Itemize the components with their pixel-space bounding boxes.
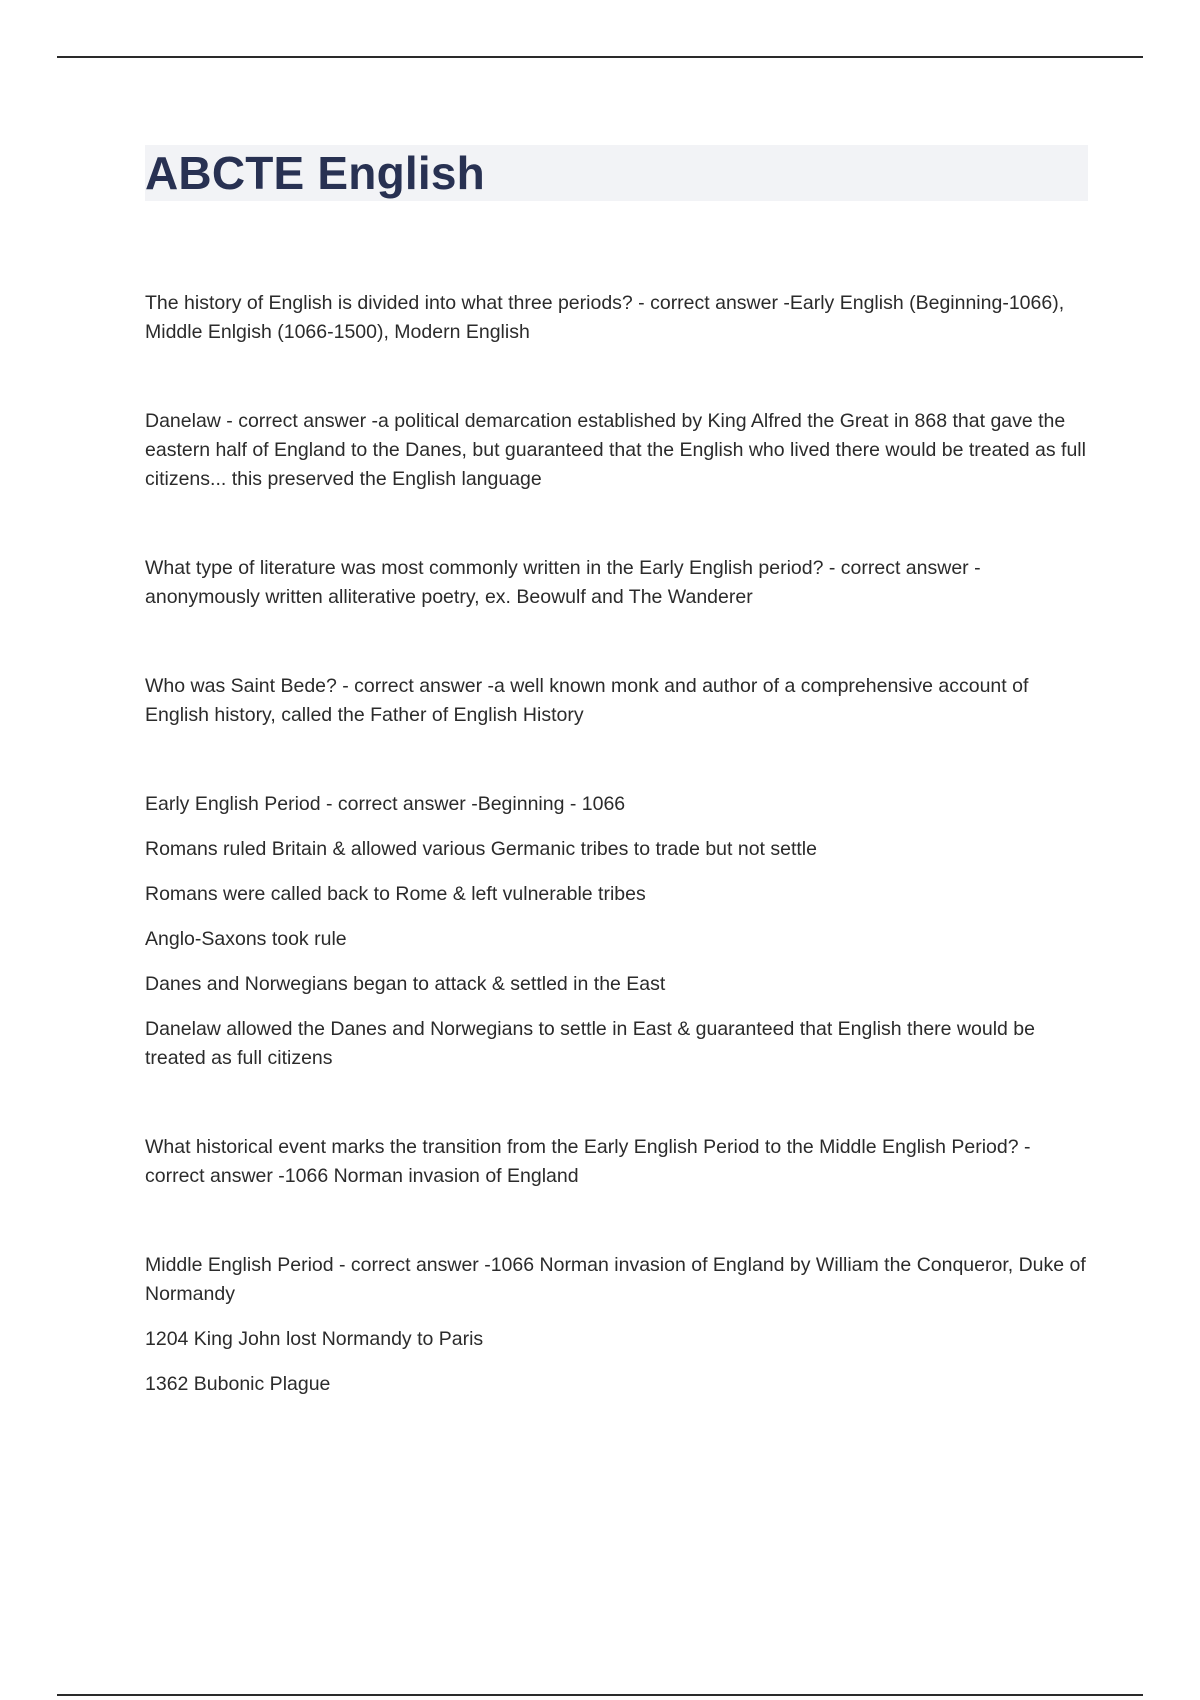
qa-text-line: Romans were called back to Rome & left vulnerable tribes [145, 883, 646, 905]
qa-text: What historical event marks the transition from the Early English Period to the Middle English Period? - correct answer -1066 Norman invasion of England [145, 1136, 1031, 1187]
qa-entry [145, 672, 1090, 730]
header-rule [57, 56, 1143, 58]
qa-entry [145, 1133, 1090, 1191]
qa-entry [145, 1251, 1090, 1399]
qa-text-line: Romans ruled Britain & allowed various Germanic tribes to trade but not settle [145, 838, 817, 860]
qa-text: The history of English is divided into what three periods? - correct answer -Early English (Beginning-1066), Middle Enlgish (1066-1500), Modern English [145, 292, 1065, 343]
qa-entry [145, 554, 1090, 612]
qa-text-line: 1362 Bubonic Plague [145, 1373, 331, 1395]
document-body [145, 289, 1090, 1459]
qa-text: Early English Period - correct answer -Beginning - 1066 [145, 793, 626, 815]
qa-text: Danelaw - correct answer -a political demarcation established by King Alfred the Great in 868 that gave the eastern half of England to the Danes, but guaranteed that the English who lived there would be treated as full citizens... this preserved the English language [145, 410, 1086, 490]
qa-entry [145, 289, 1090, 347]
qa-text: What type of literature was most commonly written in the Early English period? - correct answer -anonymously written alliterative poetry, ex. Beowulf and The Wanderer [145, 557, 981, 608]
qa-entry [145, 790, 1090, 1073]
qa-text: Who was Saint Bede? - correct answer -a well known monk and author of a comprehensive account of English history, called the Father of English History [145, 675, 1029, 726]
qa-entry [145, 407, 1090, 494]
qa-text-line: Danes and Norwegians began to attack & settled in the East [145, 973, 666, 995]
qa-text: Middle English Period - correct answer -1066 Norman invasion of England by William the Conqueror, Duke of Normandy [145, 1254, 1086, 1305]
footer-rule [57, 1694, 1143, 1696]
document-title: ABCTE English [145, 147, 485, 199]
qa-text-line: Danelaw allowed the Danes and Norwegians to settle in East & guaranteed that English there would be treated as full citizens [145, 1018, 1035, 1069]
qa-text-line: 1204 King John lost Normandy to Paris [145, 1328, 484, 1350]
qa-text-line: Anglo-Saxons took rule [145, 928, 347, 950]
